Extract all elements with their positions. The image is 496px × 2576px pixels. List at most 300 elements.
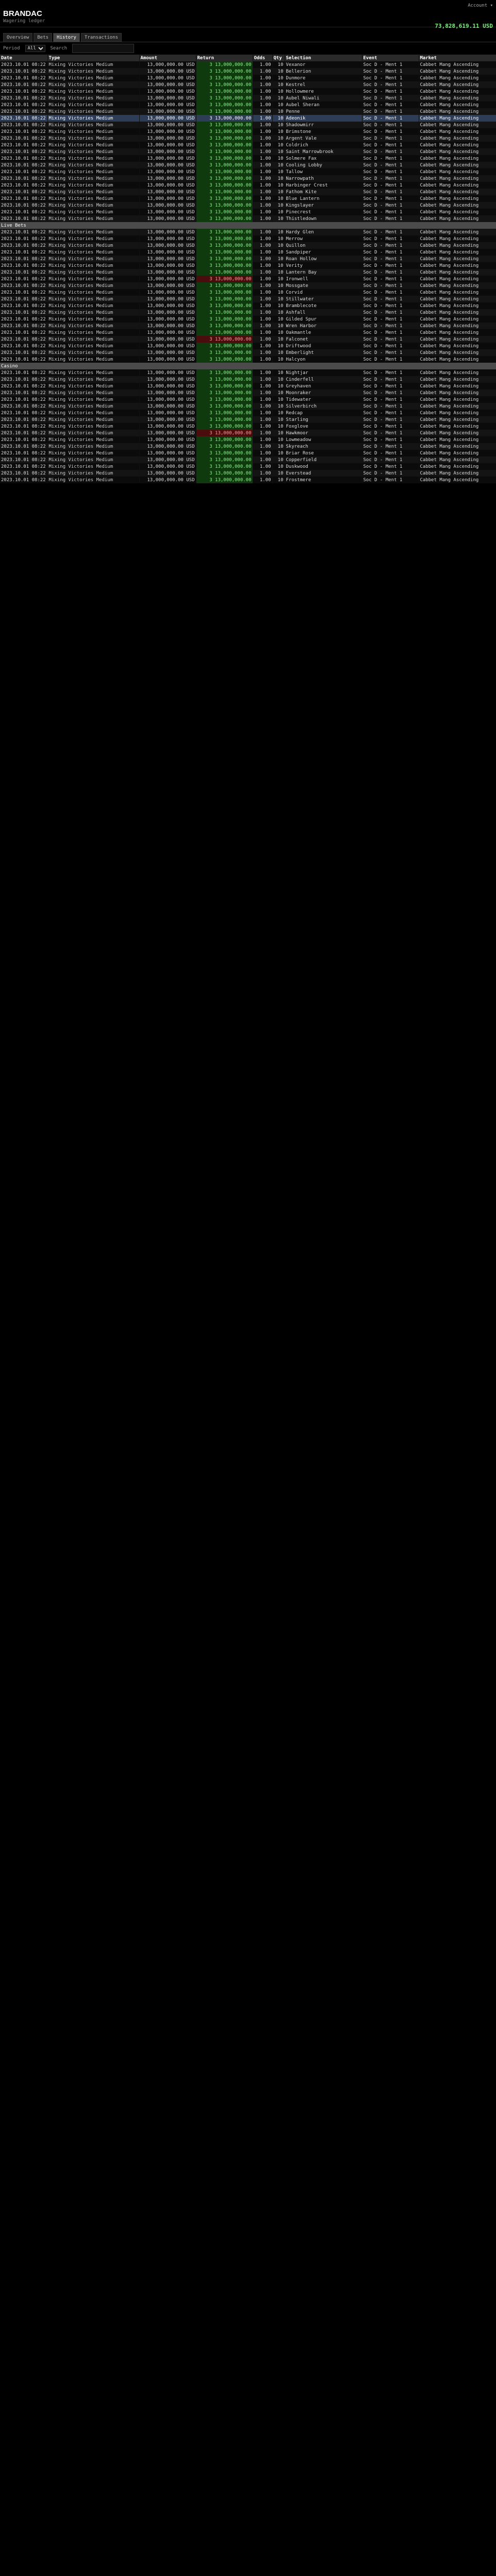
return-cell: 3 13,000,000.00: [196, 168, 253, 175]
table-row[interactable]: [0, 135, 496, 142]
event-cell: Soc D - Ment 1: [362, 68, 419, 75]
type-cell: Mixing Victories Medium: [47, 262, 139, 269]
market-cell: Cabbet Mang Ascending: [419, 182, 496, 189]
market-cell: Cabbet Mang Ascending: [419, 316, 496, 323]
table-row[interactable]: [0, 122, 496, 128]
type-cell: Mixing Victories Medium: [47, 423, 139, 430]
table-row[interactable]: [0, 128, 496, 135]
amount-cell: 13,000,000.00 USD: [139, 101, 196, 108]
market-cell: Cabbet Mang Ascending: [419, 148, 496, 155]
search-input[interactable]: [72, 44, 134, 53]
odds-cell: 1.00: [253, 376, 272, 383]
date-cell: 2023.10.01 08:22: [0, 369, 47, 376]
amount-cell: 13,000,000.00 USD: [139, 189, 196, 195]
amount-cell: 13,000,000.00 USD: [139, 436, 196, 443]
table-row[interactable]: [0, 155, 496, 162]
event-cell: Soc D - Ment 1: [362, 309, 419, 316]
type-cell: Mixing Victories Medium: [47, 148, 139, 155]
selection-cell: Aubel Sheran: [285, 101, 362, 108]
type-cell: Mixing Victories Medium: [47, 396, 139, 403]
period-label: Period: [3, 46, 20, 51]
column-header[interactable]: Odds: [253, 55, 272, 61]
table-row[interactable]: [0, 396, 496, 403]
qty-cell: 10: [272, 383, 285, 389]
column-header[interactable]: Qty: [272, 55, 285, 61]
event-cell: Soc D - Ment 1: [362, 336, 419, 343]
return-cell: 3 13,000,000.00: [196, 436, 253, 443]
market-cell: Cabbet Mang Ascending: [419, 376, 496, 383]
amount-cell: 13,000,000.00 USD: [139, 256, 196, 262]
selection-cell: Lantern Bay: [285, 269, 362, 276]
account-menu[interactable]: Account ▾: [468, 3, 493, 8]
odds-cell: 1.00: [253, 343, 272, 349]
selection-cell: Roan Hollow: [285, 256, 362, 262]
qty-cell: 10: [272, 302, 285, 309]
market-cell: Cabbet Mang Ascending: [419, 101, 496, 108]
event-cell: Soc D - Ment 1: [362, 289, 419, 296]
amount-cell: 13,000,000.00 USD: [139, 249, 196, 256]
return-cell: 3 13,000,000.00: [196, 423, 253, 430]
event-cell: Soc D - Ment 1: [362, 329, 419, 336]
table-row[interactable]: [0, 349, 496, 356]
odds-cell: 1.00: [253, 477, 272, 483]
amount-cell: 13,000,000.00 USD: [139, 410, 196, 416]
date-cell: 2023.10.01 08:22: [0, 410, 47, 416]
type-cell: Mixing Victories Medium: [47, 128, 139, 135]
table-row[interactable]: [0, 235, 496, 242]
odds-cell: 1.00: [253, 282, 272, 289]
qty-cell: 10: [272, 75, 285, 81]
market-cell: Cabbet Mang Ascending: [419, 289, 496, 296]
qty-cell: 10: [272, 336, 285, 343]
ledger-table: [0, 55, 496, 483]
table-row[interactable]: [0, 430, 496, 436]
table-row[interactable]: [0, 416, 496, 423]
amount-cell: 13,000,000.00 USD: [139, 195, 196, 202]
table-row[interactable]: [0, 336, 496, 343]
return-cell: 3 13,000,000.00: [196, 456, 253, 463]
date-cell: 2023.10.01 08:22: [0, 309, 47, 316]
section-title: Casino: [0, 363, 496, 369]
date-cell: 2023.10.01 08:22: [0, 256, 47, 262]
selection-cell: Copperfield: [285, 456, 362, 463]
table-row[interactable]: [0, 477, 496, 483]
odds-cell: 1.00: [253, 215, 272, 222]
amount-cell: 13,000,000.00 USD: [139, 423, 196, 430]
table-row[interactable]: [0, 282, 496, 289]
event-cell: Soc D - Ment 1: [362, 269, 419, 276]
column-header[interactable]: Market: [419, 55, 496, 61]
column-header[interactable]: Selection: [285, 55, 362, 61]
column-header[interactable]: Date: [0, 55, 47, 61]
return-cell: 3 13,000,000.00: [196, 142, 253, 148]
return-cell: 3 13,000,000.00: [196, 416, 253, 423]
selection-cell: Cinderfell: [285, 376, 362, 383]
date-cell: 2023.10.01 08:22: [0, 376, 47, 383]
column-header[interactable]: Return: [196, 55, 253, 61]
qty-cell: 10: [272, 88, 285, 95]
return-cell: 3 13,000,000.00: [196, 249, 253, 256]
table-row[interactable]: [0, 269, 496, 276]
table-row[interactable]: [0, 249, 496, 256]
tab-overview[interactable]: Overview: [3, 33, 32, 42]
return-cell: 3 13,000,000.00: [196, 162, 253, 168]
amount-cell: 13,000,000.00 USD: [139, 336, 196, 343]
qty-cell: 10: [272, 262, 285, 269]
table-row[interactable]: [0, 323, 496, 329]
table-row[interactable]: [0, 343, 496, 349]
selection-cell: Aubel Niwali: [285, 95, 362, 101]
amount-cell: 13,000,000.00 USD: [139, 396, 196, 403]
table-row[interactable]: [0, 175, 496, 182]
market-cell: Cabbet Mang Ascending: [419, 242, 496, 249]
amount-cell: 13,000,000.00 USD: [139, 416, 196, 423]
event-cell: Soc D - Ment 1: [362, 403, 419, 410]
amount-cell: 13,000,000.00 USD: [139, 229, 196, 235]
odds-cell: 1.00: [253, 68, 272, 75]
selection-cell: Gilded Spur: [285, 316, 362, 323]
type-cell: Mixing Victories Medium: [47, 383, 139, 389]
selection-cell: Shadowmirr: [285, 122, 362, 128]
type-cell: Mixing Victories Medium: [47, 195, 139, 202]
odds-cell: 1.00: [253, 202, 272, 209]
market-cell: Cabbet Mang Ascending: [419, 269, 496, 276]
amount-cell: 13,000,000.00 USD: [139, 209, 196, 215]
date-cell: 2023.10.01 08:22: [0, 61, 47, 68]
selection-cell: Coldrich: [285, 142, 362, 148]
market-cell: Cabbet Mang Ascending: [419, 296, 496, 302]
type-cell: Mixing Victories Medium: [47, 369, 139, 376]
tab-transactions[interactable]: Transactions: [81, 33, 122, 42]
market-cell: Cabbet Mang Ascending: [419, 155, 496, 162]
event-cell: Soc D - Ment 1: [362, 276, 419, 282]
odds-cell: 1.00: [253, 443, 272, 450]
qty-cell: 10: [272, 81, 285, 88]
return-cell: 3 13,000,000.00: [196, 88, 253, 95]
date-cell: 2023.10.01 08:22: [0, 101, 47, 108]
event-cell: Soc D - Ment 1: [362, 356, 419, 363]
event-cell: Soc D - Ment 1: [362, 209, 419, 215]
odds-cell: 1.00: [253, 108, 272, 115]
qty-cell: 10: [272, 195, 285, 202]
date-cell: 2023.10.01 08:22: [0, 456, 47, 463]
type-cell: Mixing Victories Medium: [47, 436, 139, 443]
table-row[interactable]: [0, 195, 496, 202]
table-row[interactable]: [0, 262, 496, 269]
amount-cell: 13,000,000.00 USD: [139, 356, 196, 363]
table-row[interactable]: [0, 383, 496, 389]
event-cell: Soc D - Ment 1: [362, 369, 419, 376]
market-cell: Cabbet Mang Ascending: [419, 122, 496, 128]
type-cell: Mixing Victories Medium: [47, 209, 139, 215]
return-cell: 3 13,000,000.00: [196, 450, 253, 456]
selection-cell: Saint Marrowbrook: [285, 148, 362, 155]
qty-cell: 10: [272, 416, 285, 423]
return-cell: 3 13,000,000.00: [196, 276, 253, 282]
type-cell: Mixing Victories Medium: [47, 343, 139, 349]
type-cell: Mixing Victories Medium: [47, 403, 139, 410]
market-cell: Cabbet Mang Ascending: [419, 81, 496, 88]
date-cell: 2023.10.01 08:22: [0, 477, 47, 483]
amount-cell: 13,000,000.00 USD: [139, 383, 196, 389]
market-cell: Cabbet Mang Ascending: [419, 383, 496, 389]
table-row[interactable]: [0, 182, 496, 189]
market-cell: Cabbet Mang Ascending: [419, 477, 496, 483]
return-cell: 3 13,000,000.00: [196, 262, 253, 269]
period-select[interactable]: [25, 45, 45, 52]
table-row[interactable]: [0, 410, 496, 416]
date-cell: 2023.10.01 08:22: [0, 195, 47, 202]
table-row[interactable]: [0, 296, 496, 302]
type-cell: Mixing Victories Medium: [47, 162, 139, 168]
return-cell: 3 13,000,000.00: [196, 463, 253, 470]
amount-cell: 13,000,000.00 USD: [139, 235, 196, 242]
table-row[interactable]: [0, 142, 496, 148]
table-row[interactable]: [0, 81, 496, 88]
table-row[interactable]: [0, 108, 496, 115]
odds-cell: 1.00: [253, 369, 272, 376]
table-row[interactable]: [0, 242, 496, 249]
amount-cell: 13,000,000.00 USD: [139, 302, 196, 309]
table-row[interactable]: [0, 456, 496, 463]
qty-cell: 10: [272, 95, 285, 101]
return-cell: 3 13,000,000.00: [196, 356, 253, 363]
event-cell: Soc D - Ment 1: [362, 162, 419, 168]
table-row[interactable]: [0, 88, 496, 95]
type-cell: Mixing Victories Medium: [47, 356, 139, 363]
table-row[interactable]: [0, 329, 496, 336]
event-cell: Soc D - Ment 1: [362, 470, 419, 477]
type-cell: Mixing Victories Medium: [47, 142, 139, 148]
event-cell: Soc D - Ment 1: [362, 148, 419, 155]
market-cell: Cabbet Mang Ascending: [419, 416, 496, 423]
table-row[interactable]: [0, 403, 496, 410]
selection-cell: Tallow: [285, 168, 362, 175]
type-cell: Mixing Victories Medium: [47, 81, 139, 88]
amount-cell: 13,000,000.00 USD: [139, 142, 196, 148]
table-row[interactable]: [0, 302, 496, 309]
selection-cell: Sandpiper: [285, 249, 362, 256]
selection-cell: Everstead: [285, 470, 362, 477]
table-row[interactable]: [0, 316, 496, 323]
odds-cell: 1.00: [253, 229, 272, 235]
market-cell: Cabbet Mang Ascending: [419, 323, 496, 329]
table-row[interactable]: [0, 309, 496, 316]
date-cell: 2023.10.01 08:22: [0, 81, 47, 88]
selection-cell: Silverbirch: [285, 403, 362, 410]
table-row[interactable]: [0, 189, 496, 195]
type-cell: Mixing Victories Medium: [47, 88, 139, 95]
market-cell: Cabbet Mang Ascending: [419, 229, 496, 235]
return-cell: 3 13,000,000.00: [196, 189, 253, 195]
qty-cell: 10: [272, 128, 285, 135]
selection-cell: Solmere Fax: [285, 155, 362, 162]
table-row[interactable]: [0, 115, 496, 122]
column-header[interactable]: Event: [362, 55, 419, 61]
selection-cell: Harbinger Crest: [285, 182, 362, 189]
amount-cell: 13,000,000.00 USD: [139, 430, 196, 436]
event-cell: Soc D - Ment 1: [362, 436, 419, 443]
market-cell: Cabbet Mang Ascending: [419, 168, 496, 175]
table-row[interactable]: [0, 369, 496, 376]
type-cell: Mixing Victories Medium: [47, 95, 139, 101]
qty-cell: 10: [272, 235, 285, 242]
selection-cell: Mossgate: [285, 282, 362, 289]
table-row[interactable]: [0, 168, 496, 175]
amount-cell: 13,000,000.00 USD: [139, 95, 196, 101]
return-cell: 3 13,000,000.00: [196, 195, 253, 202]
selection-cell: Foxglove: [285, 423, 362, 430]
odds-cell: 1.00: [253, 142, 272, 148]
selection-cell: Blue Lantern: [285, 195, 362, 202]
selection-cell: Wren Harbor: [285, 323, 362, 329]
return-cell: 3 13,000,000.00: [196, 309, 253, 316]
date-cell: 2023.10.01 08:22: [0, 68, 47, 75]
return-cell: 3 13,000,000.00: [196, 242, 253, 249]
type-cell: Mixing Victories Medium: [47, 376, 139, 383]
selection-cell: Nightjar: [285, 369, 362, 376]
section-title: Live Bets: [0, 222, 496, 229]
tab-bets[interactable]: Bets: [34, 33, 52, 42]
odds-cell: 1.00: [253, 81, 272, 88]
qty-cell: 10: [272, 323, 285, 329]
type-cell: Mixing Victories Medium: [47, 302, 139, 309]
market-cell: Cabbet Mang Ascending: [419, 195, 496, 202]
table-row[interactable]: [0, 75, 496, 81]
odds-cell: 1.00: [253, 122, 272, 128]
table-row[interactable]: [0, 423, 496, 430]
section-row[interactable]: [0, 222, 496, 229]
return-cell: 3 13,000,000.00: [196, 323, 253, 329]
qty-cell: 10: [272, 215, 285, 222]
type-cell: Mixing Victories Medium: [47, 135, 139, 142]
selection-cell: Greyhaven: [285, 383, 362, 389]
table-row[interactable]: [0, 209, 496, 215]
table-row[interactable]: [0, 470, 496, 477]
selection-cell: Hawkmoor: [285, 430, 362, 436]
date-cell: 2023.10.01 08:22: [0, 175, 47, 182]
event-cell: Soc D - Ment 1: [362, 282, 419, 289]
column-header[interactable]: Amount: [139, 55, 196, 61]
selection-cell: Duskwood: [285, 463, 362, 470]
amount-cell: 13,000,000.00 USD: [139, 316, 196, 323]
qty-cell: 10: [272, 168, 285, 175]
return-cell: 3 13,000,000.00: [196, 316, 253, 323]
event-cell: Soc D - Ment 1: [362, 155, 419, 162]
event-cell: Soc D - Ment 1: [362, 142, 419, 148]
date-cell: 2023.10.01 08:22: [0, 329, 47, 336]
odds-cell: 1.00: [253, 276, 272, 282]
date-cell: 2023.10.01 08:22: [0, 128, 47, 135]
table-row[interactable]: [0, 436, 496, 443]
amount-cell: 13,000,000.00 USD: [139, 403, 196, 410]
table-row[interactable]: [0, 202, 496, 209]
event-cell: Soc D - Ment 1: [362, 242, 419, 249]
account-balance: 73,828,619.11 USD: [435, 23, 493, 29]
section-row[interactable]: [0, 363, 496, 369]
amount-cell: 13,000,000.00 USD: [139, 443, 196, 450]
selection-cell: Stillwater: [285, 296, 362, 302]
table-row[interactable]: [0, 101, 496, 108]
table-row[interactable]: [0, 256, 496, 262]
selection-cell: Vexanor: [285, 61, 362, 68]
return-cell: 3 13,000,000.00: [196, 122, 253, 128]
table-row[interactable]: [0, 389, 496, 396]
qty-cell: 10: [272, 376, 285, 383]
date-cell: 2023.10.01 08:22: [0, 389, 47, 396]
column-header[interactable]: Type: [47, 55, 139, 61]
table-row[interactable]: [0, 356, 496, 363]
amount-cell: 13,000,000.00 USD: [139, 463, 196, 470]
table-row[interactable]: [0, 162, 496, 168]
amount-cell: 13,000,000.00 USD: [139, 215, 196, 222]
qty-cell: 10: [272, 443, 285, 450]
return-cell: 3 13,000,000.00: [196, 329, 253, 336]
table-row[interactable]: [0, 95, 496, 101]
type-cell: Mixing Victories Medium: [47, 389, 139, 396]
odds-cell: 1.00: [253, 256, 272, 262]
qty-cell: 10: [272, 436, 285, 443]
market-cell: Cabbet Mang Ascending: [419, 256, 496, 262]
return-cell: 3 13,000,000.00: [196, 477, 253, 483]
event-cell: Soc D - Ment 1: [362, 195, 419, 202]
brand-logo[interactable]: BRANDAC: [3, 9, 42, 18]
return-cell: 3 13,000,000.00: [196, 349, 253, 356]
odds-cell: 1.00: [253, 101, 272, 108]
market-cell: Cabbet Mang Ascending: [419, 423, 496, 430]
tab-history[interactable]: History: [53, 33, 80, 42]
return-cell: 3 13,000,000.00: [196, 68, 253, 75]
event-cell: Soc D - Ment 1: [362, 383, 419, 389]
amount-cell: 13,000,000.00 USD: [139, 108, 196, 115]
return-cell: 3 13,000,000.00: [196, 128, 253, 135]
table-row[interactable]: [0, 376, 496, 383]
selection-cell: Cooling Lobby: [285, 162, 362, 168]
selection-cell: Kingslayer: [285, 202, 362, 209]
type-cell: Mixing Victories Medium: [47, 309, 139, 316]
table-row[interactable]: [0, 229, 496, 235]
odds-cell: 1.00: [253, 349, 272, 356]
amount-cell: 13,000,000.00 USD: [139, 122, 196, 128]
table-row[interactable]: [0, 61, 496, 68]
table-row[interactable]: [0, 68, 496, 75]
qty-cell: 10: [272, 148, 285, 155]
date-cell: 2023.10.01 08:22: [0, 450, 47, 456]
event-cell: Soc D - Ment 1: [362, 175, 419, 182]
table-row[interactable]: [0, 276, 496, 282]
return-cell: 3 13,000,000.00: [196, 75, 253, 81]
amount-cell: 13,000,000.00 USD: [139, 369, 196, 376]
selection-cell: Emberlight: [285, 349, 362, 356]
type-cell: Mixing Victories Medium: [47, 249, 139, 256]
qty-cell: 10: [272, 229, 285, 235]
table-row[interactable]: [0, 289, 496, 296]
table-row[interactable]: [0, 215, 496, 222]
odds-cell: 1.00: [253, 389, 272, 396]
table-row[interactable]: [0, 443, 496, 450]
type-cell: Mixing Victories Medium: [47, 235, 139, 242]
amount-cell: 13,000,000.00 USD: [139, 148, 196, 155]
table-row[interactable]: [0, 148, 496, 155]
date-cell: 2023.10.01 08:22: [0, 229, 47, 235]
date-cell: 2023.10.01 08:22: [0, 302, 47, 309]
event-cell: Soc D - Ment 1: [362, 302, 419, 309]
date-cell: 2023.10.01 08:22: [0, 122, 47, 128]
return-cell: 3 13,000,000.00: [196, 108, 253, 115]
table-row[interactable]: [0, 450, 496, 456]
market-cell: Cabbet Mang Ascending: [419, 356, 496, 363]
table-row[interactable]: [0, 463, 496, 470]
